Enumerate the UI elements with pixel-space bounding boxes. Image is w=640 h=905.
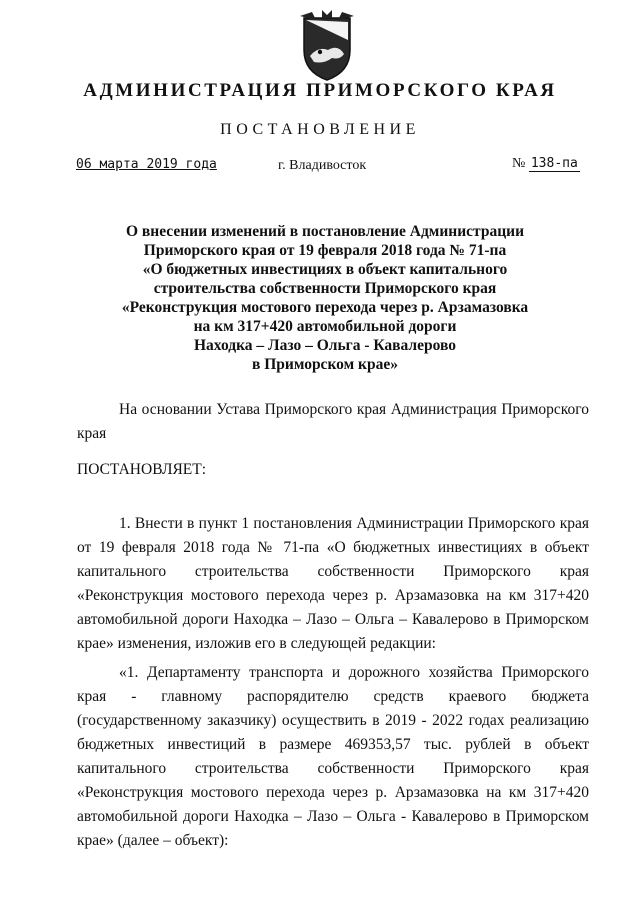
- subject-line: Находка – Лазо – Ольга - Кавалерово: [193, 337, 456, 354]
- organization-title: АДМИНИСТРАЦИЯ ПРИМОРСКОГО КРАЯ: [83, 80, 557, 101]
- coat-of-arms-icon: [296, 10, 358, 84]
- item-1-paragraph: 1. Внести в пункт 1 постановления Администрации Приморского края от 19 февраля 2018 года № 71-па «О бюджетных инвестициях в объект капитального строительства собственности Приморского края «Реконструкция мостового перехода через р. Арзамазовка на км 317+420 автомобильной дороги Находка – Лазо – Ольга – Кавалерово в Приморском крае» изменения, изложив его в следующей редакции:: [77, 515, 589, 652]
- subject-line: О внесении изменений в постановление Администрации: [125, 223, 524, 240]
- basis-paragraph: На основании Устава Приморского края Администрация Приморского края: [77, 401, 589, 442]
- document-date: 06 марта 2019 года: [76, 157, 217, 172]
- subject-line: «О бюджетных инвестициях в объект капитального: [142, 261, 508, 278]
- document-city: г. Владивосток: [278, 158, 367, 173]
- document-number: [512, 156, 580, 172]
- resolves-heading: ПОСТАНОВЛЯЕТ:: [77, 461, 207, 478]
- document-subject: [90, 222, 560, 374]
- item-1-text-paragraph: «1. Департаменту транспорта и дорожного хозяйства Приморского края - главному распорядителю средств краевого бюджета (государственному заказчику) осуществить в 2019 - 2022 годах реализацию бюджетных инвестиций в размере 469353,57 тыс. рублей в объект капитального строительства собственности Приморского края «Реконструкция мостового перехода через р. Арзамазовка на км 317+420 автомобильной дороги Находка – Лазо – Ольга - Кавалерово в Приморском крае» (далее – объект):: [77, 664, 589, 849]
- subject-line: «Реконструкция мостового перехода через р. Арзамазовка: [121, 299, 529, 316]
- document-type: ПОСТАНОВЛЕНИЕ: [220, 121, 420, 138]
- number-value: 138-па: [530, 156, 578, 171]
- subject-line: на км 317+420 автомобильной дороги: [193, 318, 457, 335]
- subject-line: в Приморском крае»: [251, 356, 398, 373]
- subject-line: строительства собственности Приморского края: [153, 280, 497, 297]
- subject-line: Приморского края от 19 февраля 2018 года № 71-па: [143, 242, 507, 259]
- number-prefix: №: [512, 156, 526, 171]
